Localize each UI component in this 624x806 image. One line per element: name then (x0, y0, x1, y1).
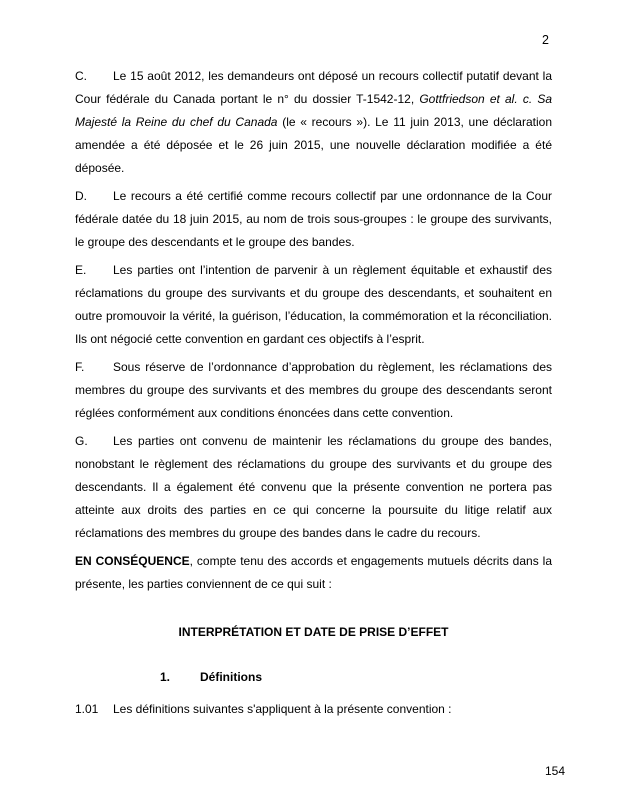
page-number-bottom: 154 (544, 764, 565, 778)
recital-c-label: C. (75, 69, 87, 83)
recital-g (75, 430, 552, 545)
recital-f-text: Sous réserve de l’ordonnance d’approbation du règlement, les réclamations des membres du groupe des survivants et des membres du groupe des descendants seront réglées conformément aux conditions énoncées dans cette convention. (75, 360, 552, 420)
recital-e-label: E. (75, 263, 87, 277)
subsection-title: Définitions (200, 670, 262, 684)
case-name-italic: Gottfriedson et al. c. Sa Majesté la Reine du chef du Canada (75, 92, 553, 129)
clause-1-01 (75, 698, 552, 721)
recital-c-text-after: (le « recours »). Le 11 juin 2013, une déclaration amendée a été déposée et le 26 juin 2015, une nouvelle déclaration modifiée a été déposée. (75, 115, 552, 175)
recital-f-label: F. (75, 360, 85, 374)
document-content (75, 65, 552, 721)
subsection-definitions (160, 666, 552, 689)
recital-d (75, 185, 552, 254)
consequence-bold-lead: EN CONSÉQUENCE (75, 554, 190, 568)
consequence-text: , compte tenu des accords et engagements mutuels décrits dans la présente, les parties conviennent de ce qui suit : (75, 554, 552, 591)
recital-c-text-before: Le 15 août 2012, les demandeurs ont déposé un recours collectif putatif devant la Cour fédérale du Canada portant le n° du dossier T-1542-12, (75, 69, 552, 106)
page-number-top: 2 (542, 33, 549, 47)
recital-e (75, 259, 552, 351)
subsection-number: 1. (160, 670, 171, 684)
recital-g-label: G. (75, 434, 88, 448)
consequence-paragraph (75, 550, 552, 596)
clause-1-01-text: Les définitions suivantes s'appliquent à la présente convention : (113, 702, 452, 716)
clause-1-01-number: 1.01 (75, 702, 99, 716)
recital-d-label: D. (75, 189, 87, 203)
recital-c (75, 65, 552, 180)
recital-d-text: Le recours a été certifié comme recours collectif par une ordonnance de la Cour fédérale datée du 18 juin 2015, au nom de trois sous-groupes : le groupe des survivants, le groupe des descendants et le groupe des bandes. (75, 189, 552, 249)
section-heading-interpretation: INTERPRÉTATION ET DATE DE PRISE D’EFFET (178, 625, 449, 639)
recital-f (75, 356, 552, 425)
recital-g-text: Les parties ont convenu de maintenir les réclamations du groupe des bandes, nonobstant le règlement des réclamations du groupe des survivants et du groupe des descendants. Il a également été convenu que la présente convention ne portera pas atteinte aux droits des parties en ce qui concerne la poursuite du litige relatif aux réclamations des membres du groupe des bandes dans le cadre du recours. (75, 434, 552, 540)
recital-e-text: Les parties ont l’intention de parvenir à un règlement équitable et exhaustif des réclamations du groupe des survivants et du groupe des descendants, et souhaitent en outre promouvoir la vérité, la guérison, l’éducation, la commémoration et la réconciliation. Ils ont négocié cette convention en gardant ces objectifs à l’esprit. (75, 263, 552, 346)
